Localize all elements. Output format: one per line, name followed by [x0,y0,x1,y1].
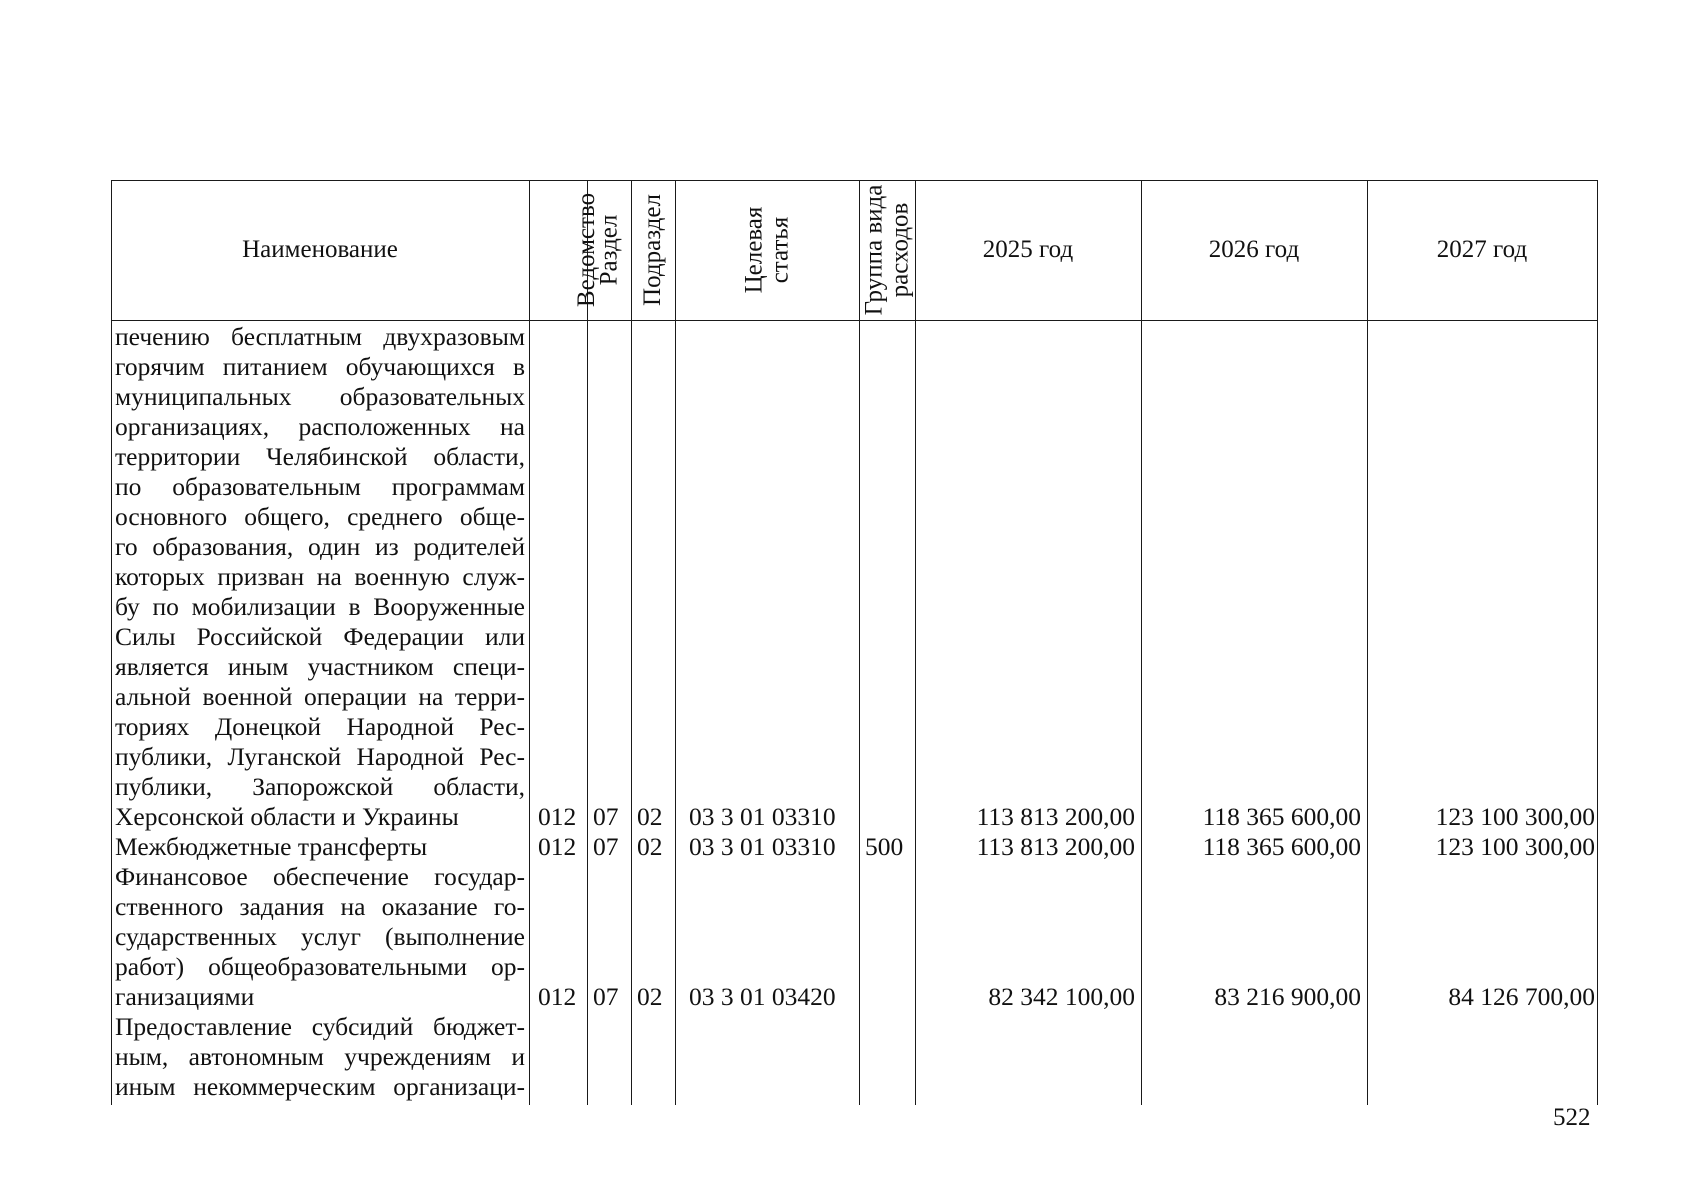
cell-2027: 123 100 300,00 [1435,832,1595,861]
cell-vedomstvo: 012 [538,802,577,831]
row-text-line: которых призван на военную служ- [115,562,525,591]
header-celevaya [675,180,859,320]
header-celevaya-line1: Целевая [739,206,767,294]
header-razdel-label: Раздел [595,214,622,286]
row-text-line: территории Челябинской области, [115,442,525,471]
cell-podrazdel: 02 [637,832,663,861]
row-text-line: печению бесплатным двухразовым [115,322,525,351]
cell-razdel: 07 [593,802,619,831]
header-vedomstvo-label: Ведомство [573,192,601,308]
header-gruppa [859,180,915,320]
row-text-line: Финансовое обеспечение государ- [115,862,525,891]
row-text-line: иным некоммерческим организаци- [115,1072,525,1101]
row-text-line: бу по мобилизации в Вооруженные [115,592,525,621]
row-text-line: муниципальных образовательных [115,382,525,411]
header-podrazdel-label: Подраздел [639,194,666,306]
cell-2025: 113 813 200,00 [976,802,1135,831]
row-text-line: основного общего, среднего обще- [115,502,525,531]
header-2027-label: 2027 год [1436,236,1528,263]
table-row-name [115,862,525,1012]
row-text-line: альной военной операции на терри- [115,682,525,711]
header-2026 [1141,180,1367,320]
row-text-line: ным, автономным учреждениям и [115,1042,525,1071]
header-name-label: Наименование [242,236,398,263]
header-2025-label: 2025 год [982,236,1074,263]
cell-2027: 84 126 700,00 [1448,982,1595,1011]
header-2025 [915,180,1141,320]
row-text-line: организациях, расположенных на [115,412,525,441]
cell-razdel: 07 [593,832,619,861]
row-text-line: Предоставление субсидий бюджет- [115,1012,525,1041]
header-gruppa-line1: Группа вида [860,184,887,316]
cell-celevaya: 03 3 01 03420 [689,982,836,1011]
header-gruppa-line2: расходов [886,202,913,298]
cell-celevaya: 03 3 01 03310 [689,802,836,831]
budget-table [111,180,1598,1105]
header-2026-label: 2026 год [1208,236,1300,263]
cell-vedomstvo: 012 [538,982,577,1011]
col-border [529,180,530,1105]
cell-2027: 123 100 300,00 [1435,802,1595,831]
row-text-line: сударственных услуг (выполнение [115,922,525,951]
row-text-line: Силы Российской Федерации или [115,622,525,651]
header-2027 [1367,180,1597,320]
row-text-line: ганизациями [115,982,255,1011]
table-row-name [115,322,525,832]
header-podrazdel [631,180,675,320]
row-text-line: Херсонской области и Украины [115,802,459,831]
header-name [111,180,529,320]
table-row-name [115,1012,525,1102]
row-text-line: горячим питанием обучающихся в [115,352,525,381]
header-bottom-border [111,320,1598,321]
row-text-line: является иным участником специ- [115,652,525,681]
row-text-line: ственного задания на оказание го- [115,892,525,921]
cell-2025: 113 813 200,00 [976,832,1135,861]
cell-2026: 118 365 600,00 [1202,802,1361,831]
col-border [1597,180,1598,1105]
row-text-line: ториях Донецкой Народной Рес- [115,712,525,741]
header-razdel [587,180,631,320]
cell-vedomstvo: 012 [538,832,577,861]
cell-gruppa: 500 [865,832,904,861]
page-number: 522 [1553,1104,1591,1131]
row-text-line: работ) общеобразовательными ор- [115,952,525,981]
cell-celevaya: 03 3 01 03310 [689,832,836,861]
row-text-line: го образования, один из родителей [115,532,525,561]
cell-2026: 83 216 900,00 [1214,982,1361,1011]
cell-razdel: 07 [593,982,619,1011]
row-text-line: по образовательным программам [115,472,525,501]
table-row-name [115,832,525,862]
cell-podrazdel: 02 [637,802,663,831]
cell-2025: 82 342 100,00 [988,982,1135,1011]
cell-podrazdel: 02 [637,982,663,1011]
header-celevaya-line2: статья [765,216,793,284]
row-text-line: публики, Запорожской области, [115,772,525,801]
row-text-line: публики, Луганской Народной Рес- [115,742,525,771]
cell-2026: 118 365 600,00 [1202,832,1361,861]
row-text-line: Межбюджетные трансферты [115,832,428,861]
